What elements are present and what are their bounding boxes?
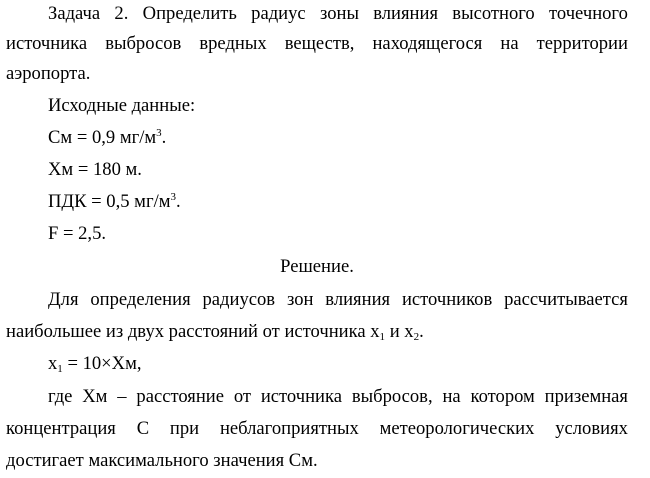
word: влияния bbox=[373, 3, 439, 24]
pdk-text: ПДК = 0,5 мг/м bbox=[48, 191, 171, 212]
word: источника bbox=[6, 33, 88, 54]
cm-text: См = 0,9 мг/м bbox=[48, 127, 157, 148]
word: определения bbox=[90, 289, 191, 310]
cm-exponent: 3 bbox=[156, 127, 162, 139]
solution-p1-line-2 bbox=[6, 320, 628, 344]
formula-variable: x bbox=[48, 353, 58, 374]
word: расстояние bbox=[136, 386, 224, 407]
word: – bbox=[117, 386, 127, 407]
pdk-value bbox=[48, 190, 628, 214]
pdk-exponent: 3 bbox=[170, 191, 177, 203]
word: выбросов, bbox=[351, 386, 433, 407]
word: Для bbox=[48, 289, 79, 310]
word: котором bbox=[470, 386, 535, 407]
word: выбросов bbox=[105, 33, 182, 54]
word: влияния bbox=[325, 289, 391, 310]
word: неблагоприятных bbox=[219, 418, 359, 439]
solution-p2-line-1 bbox=[48, 385, 628, 409]
word: радиусов bbox=[202, 289, 276, 310]
formula-x1 bbox=[48, 352, 628, 376]
word: на bbox=[442, 386, 461, 407]
solution-heading: Решение. bbox=[280, 256, 354, 277]
word: Задача bbox=[48, 3, 101, 24]
word: где bbox=[48, 386, 73, 407]
word: точечного bbox=[549, 3, 628, 24]
word: источника bbox=[260, 386, 343, 407]
xm-value: Хм = 180 м. bbox=[48, 159, 142, 180]
word: Определить bbox=[142, 3, 237, 24]
text: наибольшее из двух расстояний от источника x bbox=[6, 321, 380, 342]
pdk-end: . bbox=[176, 191, 181, 212]
word: на bbox=[500, 33, 519, 54]
solution-p2-line-2 bbox=[6, 417, 628, 441]
formula-expression: = 10×Хм, bbox=[62, 353, 142, 374]
word: веществ, bbox=[284, 33, 355, 54]
word: С bbox=[136, 418, 150, 439]
initial-data-heading: Исходные данные: bbox=[48, 95, 196, 116]
task-line-2 bbox=[6, 32, 628, 56]
task-line-3: аэропорта. bbox=[6, 63, 91, 84]
word: радиус bbox=[251, 3, 306, 24]
subscript: 1 bbox=[379, 331, 386, 343]
word: рассчитывается bbox=[504, 289, 628, 310]
word: от bbox=[233, 386, 252, 407]
word: находящегося bbox=[372, 33, 483, 54]
word: зон bbox=[286, 289, 314, 310]
cm-end: . bbox=[161, 127, 167, 148]
text: и x bbox=[385, 321, 414, 342]
solution-p1-line-1 bbox=[48, 288, 628, 312]
f-value: F = 2,5. bbox=[48, 223, 107, 244]
word: высотного bbox=[452, 3, 535, 24]
word: метеорологических bbox=[379, 418, 535, 439]
word: территории bbox=[536, 33, 628, 54]
word: концентрация bbox=[6, 418, 116, 439]
task-line-1 bbox=[48, 2, 628, 26]
text: . bbox=[419, 321, 424, 342]
subscript: 2 bbox=[413, 331, 420, 343]
word: зоны bbox=[319, 3, 359, 24]
word: приземная bbox=[544, 386, 628, 407]
word: Хм bbox=[82, 386, 108, 407]
solution-p2-line-3: достигает максимального значения См. bbox=[6, 450, 318, 471]
word: при bbox=[169, 418, 200, 439]
word: вредных bbox=[199, 33, 267, 54]
word: условиях bbox=[555, 418, 628, 439]
cm-value bbox=[48, 126, 628, 150]
word: источников bbox=[401, 289, 493, 310]
formula-subscript: 1 bbox=[57, 363, 63, 375]
word: 2. bbox=[114, 3, 129, 24]
